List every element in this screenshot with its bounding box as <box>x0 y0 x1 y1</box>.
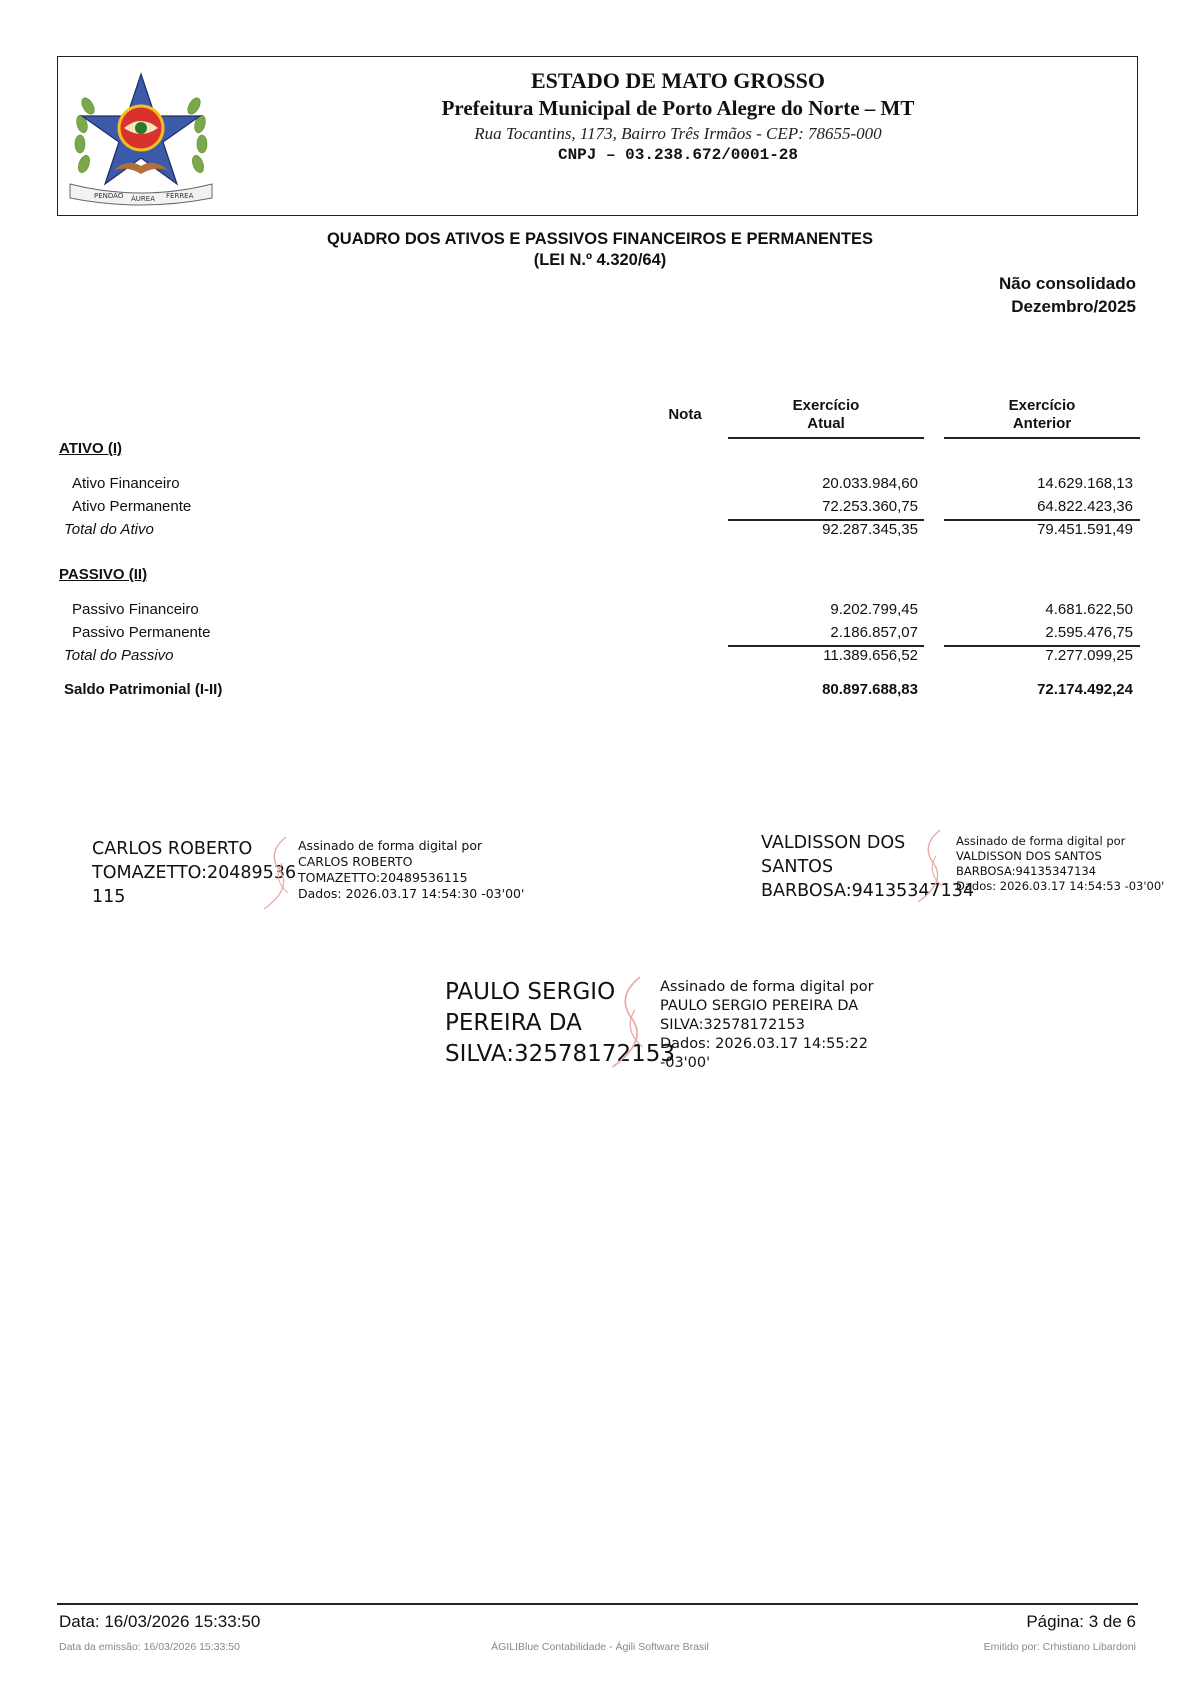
row-label-saldo-patrimonial: Saldo Patrimonial (I-II) <box>64 681 223 698</box>
column-header-anterior-line2: Anterior <box>1012 415 1072 432</box>
value-ativo-financeiro-atual: 20.033.984,60 <box>822 475 918 492</box>
value-total-passivo-atual: 11.389.656,52 <box>823 647 918 664</box>
value-passivo-financeiro-anterior: 4.681.622,50 <box>1045 601 1133 618</box>
svg-text:ÁUREA: ÁUREA <box>131 195 155 203</box>
row-label-total-passivo: Total do Passivo <box>64 647 174 664</box>
page-number: Página: 3 de 6 <box>1026 1612 1136 1631</box>
report-law: (LEI N.º 4.320/64) <box>533 251 667 269</box>
signature-info-line: Dados: 2026.03.17 14:54:30 -03'00' <box>298 886 525 901</box>
signature-name-line: VALDISSON DOS <box>761 833 906 853</box>
cnpj: CNPJ – 03.238.672/0001-28 <box>557 146 799 164</box>
value-passivo-permanente-anterior: 2.595.476,75 <box>1045 624 1133 641</box>
value-ativo-permanente-atual: 72.253.360,75 <box>822 498 918 515</box>
report-title: QUADRO DOS ATIVOS E PASSIVOS FINANCEIROS E PERMANENTES <box>326 230 874 248</box>
signature-name-line: TOMAZETTO:20489536 <box>92 863 297 883</box>
section-ativo: ATIVO (I) <box>59 440 123 457</box>
coat-of-arms-logo <box>66 66 216 208</box>
value-total-passivo-anterior: 7.277.099,25 <box>1045 647 1133 664</box>
signature-name-line: BARBOSA:94135347134 <box>761 881 975 901</box>
state-title: ESTADO DE MATO GROSSO <box>530 68 825 93</box>
signature-name-line: PAULO SERGIO <box>445 979 616 1005</box>
column-header-atual-line1: Exercício <box>792 397 860 414</box>
signature-info-line: Assinado de forma digital por <box>956 834 1126 848</box>
signature-info-line: -03'00' <box>660 1055 711 1071</box>
signature-name-line: PEREIRA DA <box>445 1010 582 1036</box>
svg-text:PENDÃO: PENDÃO <box>94 192 124 200</box>
column-header-exercicio-anterior <box>944 397 1140 433</box>
column-header-nota: Nota <box>668 406 702 423</box>
signature-info-line: SILVA:32578172153 <box>660 1017 805 1033</box>
value-total-ativo-anterior: 79.451.591,49 <box>1037 521 1133 538</box>
signature-info-valdisson <box>956 834 1164 894</box>
value-ativo-financeiro-anterior: 14.629.168,13 <box>1037 475 1133 492</box>
row-label-ativo-permanente: Ativo Permanente <box>72 498 192 515</box>
column-header-anterior-line1: Exercício <box>1008 397 1076 414</box>
signature-name-line: 115 <box>92 887 126 907</box>
footer-software: ÁGILIBlue Contabilidade - Ágili Software Brasil <box>491 1641 709 1653</box>
signature-mark-icon <box>912 826 952 911</box>
row-label-total-ativo: Total do Ativo <box>64 521 154 538</box>
value-passivo-permanente-atual: 2.186.857,07 <box>830 624 918 641</box>
consolidation-status: Não consolidado <box>999 274 1136 293</box>
address: Rua Tocantins, 1173, Bairro Três Irmãos - CEP: 78655-000 <box>474 124 882 143</box>
signature-info-paulo <box>660 978 874 1073</box>
signature-info-carlos <box>298 838 524 902</box>
footer-date: Data: 16/03/2026 15:33:50 <box>59 1612 261 1631</box>
signature-name-line: SILVA:32578172153 <box>445 1041 675 1067</box>
value-saldo-atual: 80.897.688,83 <box>822 681 918 698</box>
column-header-atual-line2: Atual <box>807 415 845 432</box>
footer-issued-by: Emitido por: Crhistiano Libardoni <box>983 1641 1136 1653</box>
signature-info-line: Dados: 2026.03.17 14:55:22 <box>660 1036 868 1052</box>
signature-info-line: VALDISSON DOS SANTOS <box>956 849 1102 863</box>
signature-info-line: Dados: 2026.03.17 14:54:53 -03'00' <box>956 879 1165 893</box>
section-passivo: PASSIVO (II) <box>59 566 148 583</box>
footer-emission-date: Data da emissão: 16/03/2026 15:33:50 <box>59 1641 240 1653</box>
signature-info-line: CARLOS ROBERTO <box>298 854 413 869</box>
header-rule-atual <box>728 437 924 439</box>
signature-name-line: CARLOS ROBERTO <box>92 839 253 859</box>
report-period: Dezembro/2025 <box>1011 297 1136 316</box>
row-label-passivo-permanente: Passivo Permanente <box>72 624 211 641</box>
signature-info-line: PAULO SERGIO PEREIRA DA <box>660 998 859 1014</box>
prefeitura-title: Prefeitura Municipal de Porto Alegre do Norte – MT <box>441 96 915 120</box>
column-header-exercicio-atual <box>728 397 924 433</box>
footer-rule <box>57 1603 1138 1605</box>
header-rule-anterior <box>944 437 1140 439</box>
signature-mark-icon <box>258 833 298 918</box>
signature-name-line: SANTOS <box>761 857 834 877</box>
signature-info-line: Assinado de forma digital por <box>660 979 874 995</box>
row-label-ativo-financeiro: Ativo Financeiro <box>72 475 180 492</box>
signature-info-line: BARBOSA:94135347134 <box>956 864 1097 878</box>
value-total-ativo-atual: 92.287.345,35 <box>822 521 918 538</box>
signature-info-line: Assinado de forma digital por <box>298 838 483 853</box>
signature-info-line: TOMAZETTO:20489536115 <box>298 870 468 885</box>
row-label-passivo-financeiro: Passivo Financeiro <box>72 601 199 618</box>
signature-mark-icon <box>605 972 655 1077</box>
svg-text:FERREA: FERREA <box>166 192 194 200</box>
value-saldo-anterior: 72.174.492,24 <box>1037 681 1133 698</box>
value-ativo-permanente-anterior: 64.822.423,36 <box>1037 498 1133 515</box>
value-passivo-financeiro-atual: 9.202.799,45 <box>830 601 918 618</box>
